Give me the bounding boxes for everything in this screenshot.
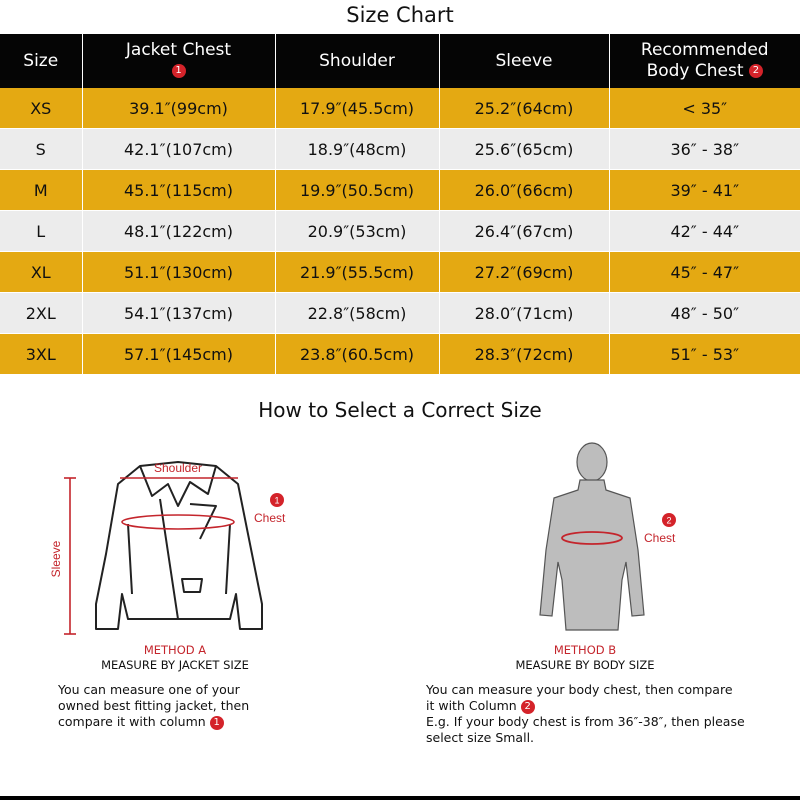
cell-size: S (0, 129, 82, 170)
cell-sleeve: 28.3″(72cm) (439, 334, 609, 375)
header-jacket-chest (82, 34, 275, 88)
jacket-pocket-icon (182, 579, 202, 592)
page-title: Size Chart (346, 3, 454, 27)
jacket-lapel-icon (190, 504, 216, 539)
cell-body-chest: 51″ - 53″ (609, 334, 800, 375)
cell-body-chest: 45″ - 47″ (609, 252, 800, 293)
cell-shoulder: 19.9″(50.5cm) (275, 170, 439, 211)
cell-chest: 51.1″(130cm) (82, 252, 275, 293)
cell-size: 2XL (0, 293, 82, 334)
cell-shoulder: 22.8″(58cm) (275, 293, 439, 334)
column-2-badge: 2 (521, 700, 535, 714)
cell-size: 3XL (0, 334, 82, 375)
cell-size: L (0, 211, 82, 252)
chest-measure-icon (122, 515, 234, 529)
cell-chest: 54.1″(137cm) (82, 293, 275, 334)
method-a-desc-line: You can measure one of your (58, 682, 240, 697)
table-row (0, 293, 800, 334)
cell-chest: 42.1″(107cm) (82, 129, 275, 170)
cell-sleeve: 26.0″(66cm) (439, 170, 609, 211)
cell-shoulder: 20.9″(53cm) (275, 211, 439, 252)
chest-label-b: Chest (644, 531, 676, 545)
method-b-desc-line: it with Column (426, 698, 517, 713)
cell-body-chest: < 35″ (609, 88, 800, 129)
cell-shoulder: 21.9″(55.5cm) (275, 252, 439, 293)
howto-title: How to Select a Correct Size (258, 398, 542, 422)
jacket-sleeve-line-icon (128, 524, 230, 594)
method-b-sub: MEASURE BY BODY SIZE (515, 658, 655, 672)
chest-label-a: Chest (254, 511, 286, 525)
cell-body-chest: 42″ - 44″ (609, 211, 800, 252)
method-a-sub: MEASURE BY JACKET SIZE (101, 658, 249, 672)
cell-chest: 45.1″(115cm) (82, 170, 275, 211)
cell-chest: 57.1″(145cm) (82, 334, 275, 375)
header-recommended-body-chest (609, 34, 800, 88)
header-jacket-chest-label: Jacket Chest (125, 40, 232, 60)
cell-sleeve: 26.4″(67cm) (439, 211, 609, 252)
cell-chest: 39.1″(99cm) (82, 88, 275, 129)
body-diagram (520, 440, 720, 640)
cell-body-chest: 48″ - 50″ (609, 293, 800, 334)
cell-body-chest: 39″ - 41″ (609, 170, 800, 211)
cell-shoulder: 23.8″(60.5cm) (275, 334, 439, 375)
column-1-badge: 1 (172, 64, 186, 78)
table-row (0, 129, 800, 170)
cell-chest: 48.1″(122cm) (82, 211, 275, 252)
method-a-name: METHOD A (143, 643, 207, 657)
table-row (0, 334, 800, 375)
header-size: Size (0, 34, 82, 88)
method-a-description (58, 682, 318, 730)
header-shoulder: Shoulder (275, 34, 439, 88)
cell-sleeve: 28.0″(71cm) (439, 293, 609, 334)
head-icon (577, 443, 607, 481)
method-a-desc-line: owned best fitting jacket, then (58, 698, 250, 713)
method-b-desc-line: select size Small. (426, 730, 535, 745)
header-sleeve: Sleeve (439, 34, 609, 88)
chest-badge-1-number: 1 (274, 495, 280, 506)
method-b-desc-line: You can measure your body chest, then compare (426, 682, 733, 697)
column-2-badge: 2 (749, 64, 763, 78)
table-row (0, 170, 800, 211)
size-chart-table (0, 34, 800, 375)
header-recommended-label: Recommended (640, 40, 769, 60)
cell-size: XS (0, 88, 82, 129)
method-b (470, 643, 700, 673)
cell-size: M (0, 170, 82, 211)
chest-badge-2-number: 2 (666, 515, 672, 526)
cell-sleeve: 25.2″(64cm) (439, 88, 609, 129)
cell-body-chest: 36″ - 38″ (609, 129, 800, 170)
method-b-desc-line: E.g. If your body chest is from 36″-38″, then please (426, 714, 745, 729)
cell-sleeve: 25.6″(65cm) (439, 129, 609, 170)
cell-shoulder: 18.9″(48cm) (275, 129, 439, 170)
table-row (0, 252, 800, 293)
table-row (0, 88, 800, 129)
torso-icon (540, 480, 644, 630)
jacket-diagram (40, 444, 320, 644)
column-1-badge: 1 (210, 716, 224, 730)
method-a-desc-line: compare it with column (58, 714, 206, 729)
shoulder-label: Shoulder (153, 461, 203, 475)
table-header-row (0, 34, 800, 88)
cell-sleeve: 27.2″(69cm) (439, 252, 609, 293)
method-b-name: METHOD B (553, 643, 617, 657)
cell-size: XL (0, 252, 82, 293)
table-row (0, 211, 800, 252)
method-b-description (426, 682, 796, 746)
bottom-divider (0, 796, 800, 800)
sleeve-label: Sleeve (49, 540, 63, 578)
method-a (60, 643, 290, 673)
jacket-outline-icon (96, 462, 262, 629)
header-body-chest-label: Body Chest (646, 61, 744, 81)
jacket-zipper-icon (160, 499, 178, 619)
cell-shoulder: 17.9″(45.5cm) (275, 88, 439, 129)
